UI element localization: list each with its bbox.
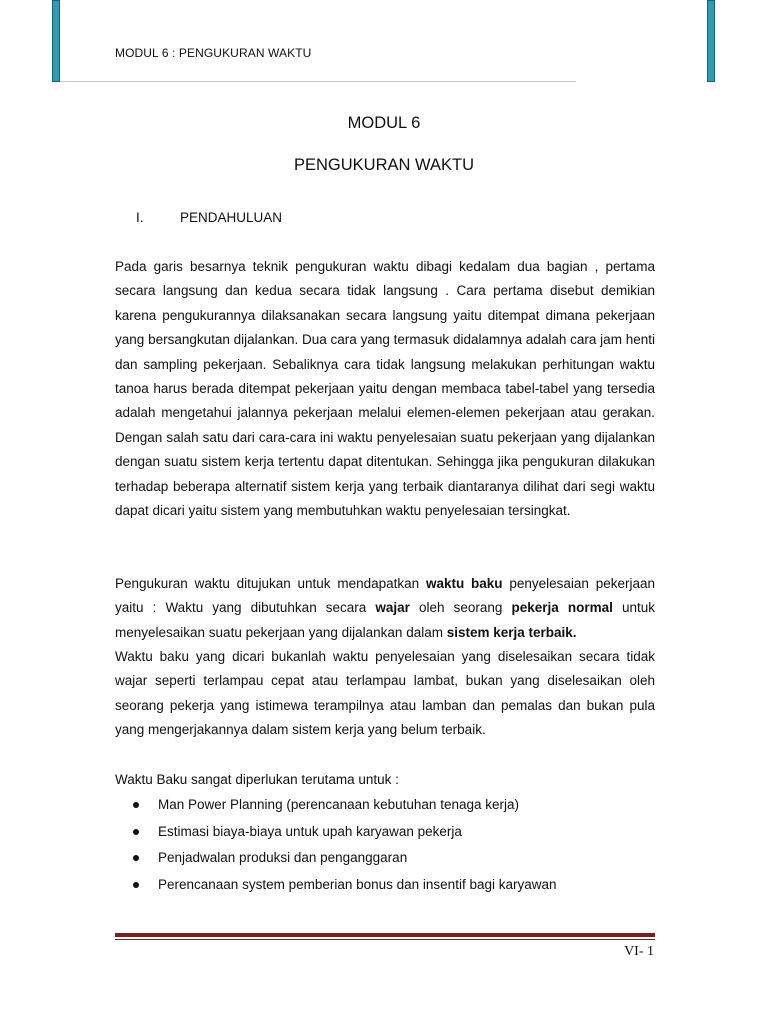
para2-text-1: Pengukuran waktu ditujukan untuk mendapatkan xyxy=(115,576,426,591)
list-item-text: Perencanaan system pemberian bonus dan insentif bagi karyawan xyxy=(158,876,557,892)
list-item-text: Estimasi biaya-biaya untuk upah karyawan pekerja xyxy=(158,823,462,839)
running-header: MODUL 6 : PENGUKURAN WAKTU xyxy=(115,46,312,60)
bullet-icon xyxy=(133,855,139,861)
left-header-bar xyxy=(52,0,60,82)
header-divider xyxy=(60,81,576,82)
list-item-text: Man Power Planning (perencanaan kebutuhan tenaga kerja) xyxy=(158,797,519,812)
bullet-icon xyxy=(133,829,139,835)
list-item xyxy=(115,794,655,821)
term-wajar: wajar xyxy=(375,600,410,616)
paragraph-intro: Pada garis besarnya teknik pengukuran waktu dibagi kedalam dua bagian , pertama secara langsung dan kedua secara tidak langsung . Cara pertama disebut demikian karena pengukurannya dilaksanakan secara langsung yaitu ditempat dimana pekerjaan yang bersangkutan dijalankan. Dua cara yang termasuk didalamnya adalah cara jam henti dan sampling pekerjaan. Sebaliknya cara tidak langsung melakukan perhitungan waktu tanoa harus berada ditempat pekerjaan yaitu dengan membaca tabel-tabel yang tersedia adalah mengetahui jalannya pekerjaan melalui elemen-elemen pekerjaan atau gerakan. Dengan salah satu dari cara-cara ini waktu penyelesaian suatu pekerjaan yang dijalankan dengan suatu sistem kerja tertentu dapat ditentukan. Sehingga jika pengukuran dilakukan terhadap beberapa alternatif sistem kerja yang terbaik diantaranya dilihat dari segi waktu dapat dicari yaitu sistem yang membutuhkan waktu penyelesaian tersingkat. xyxy=(115,259,655,519)
footer-rule-thin xyxy=(115,939,655,940)
section-title: PENDAHULUAN xyxy=(180,210,283,225)
term-waktu-baku: waktu baku xyxy=(425,576,503,591)
para2-text-4: untuk menyelesaikan suatu pekerjaan yang dijalankan dalam xyxy=(115,600,656,640)
term-pekerja-normal: pekerja normal xyxy=(511,600,613,616)
list-item-text: Penjadwalan produksi dan penganggaran xyxy=(158,850,408,865)
para2-text-2: penyelesaian pekerjaan yaitu : Waktu yang dibutuhkan secara xyxy=(115,576,656,616)
section-heading xyxy=(136,210,282,225)
footer-rule-thick xyxy=(115,933,655,937)
paragraph-definition xyxy=(115,572,655,645)
page-number: VI- 1 xyxy=(624,944,654,959)
module-title: MODUL 6 xyxy=(347,114,421,132)
bullet-icon xyxy=(133,882,139,888)
paragraph-clarification: Waktu baku yang dicari bukanlah waktu penyelesaian yang diselesaikan secara tidak wajar seperti terlampau cepat atau terlampau lambat, bukan yang diselesaikan oleh seorang pekerja yang istimewa terampilnya atau lamban dan pemalas dan bukan pula yang mengerjakannya dalam sistem kerja yang belum terbaik. xyxy=(115,649,655,738)
list-item xyxy=(115,847,655,874)
term-sistem-kerja-terbaik: sistem kerja terbaik. xyxy=(446,624,577,640)
para2-text-3: oleh seorang xyxy=(409,600,512,616)
section-number: I. xyxy=(136,210,144,225)
right-header-bar xyxy=(707,0,715,82)
module-subtitle: PENGUKURAN WAKTU xyxy=(294,156,474,174)
list-intro: Waktu Baku sangat diperlukan terutama untuk : xyxy=(115,772,399,787)
bullet-icon xyxy=(133,802,139,808)
uses-list xyxy=(115,794,655,900)
list-item xyxy=(115,821,655,848)
list-item xyxy=(115,874,655,901)
